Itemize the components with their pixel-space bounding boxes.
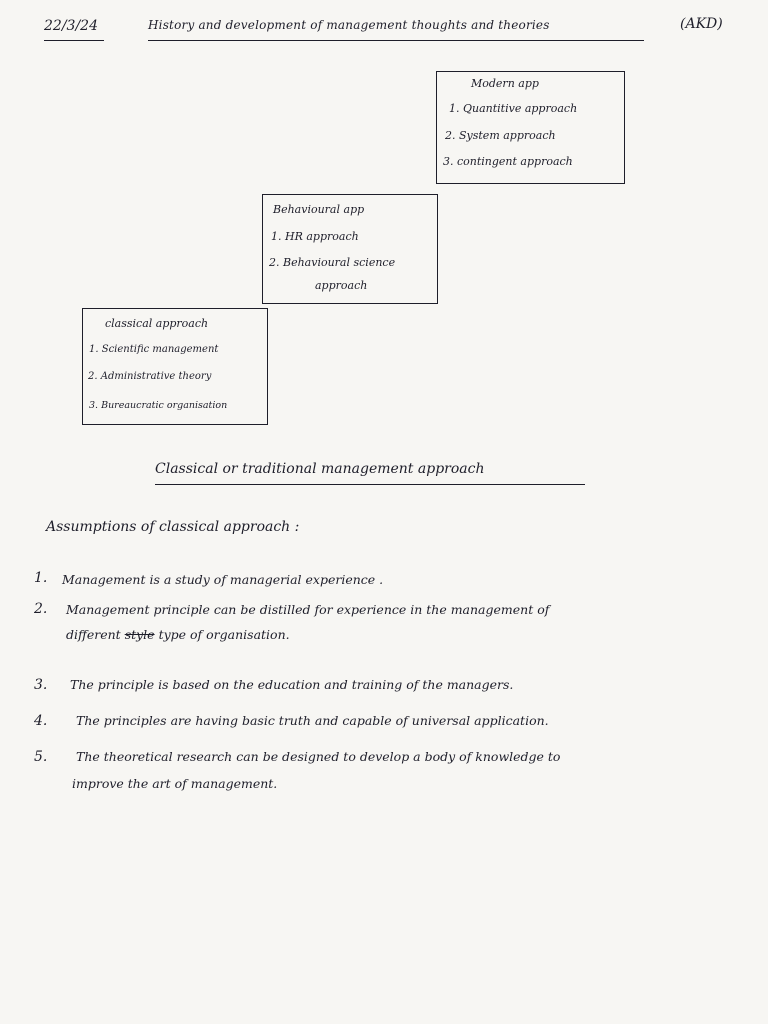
author-tag: (AKD) — [680, 16, 723, 32]
point-2-struck-word: style — [124, 627, 155, 642]
section-title-underline — [155, 484, 585, 485]
modern-item-3: 3. contingent approach — [443, 155, 573, 168]
point-5-text-line-2: improve the art of management. — [72, 776, 278, 791]
assumptions-heading: Assumptions of classical approach : — [46, 519, 300, 535]
behavioural-approach-title: Behavioural app — [273, 203, 365, 216]
behavioural-item-2-cont: approach — [315, 279, 368, 292]
page-title: History and development of management thoughts and theories — [148, 18, 550, 32]
modern-item-2: 2. System approach — [445, 129, 556, 142]
point-3-number: 3. — [34, 677, 48, 693]
point-2-text-line-2 — [66, 627, 290, 642]
section-title: Classical or traditional management approach — [155, 461, 485, 477]
date-underline — [44, 40, 104, 41]
point-4-text: The principles are having basic truth and capable of universal application. — [76, 713, 549, 728]
classical-item-2: 2. Administrative theory — [88, 371, 212, 382]
modern-approach-title: Modern app — [471, 77, 539, 90]
point-5-text-line-1: The theoretical research can be designed to develop a body of knowledge to — [76, 749, 561, 764]
modern-item-1: 1. Quantitive approach — [449, 102, 578, 115]
point-5-number: 5. — [34, 749, 48, 765]
classical-item-1: 1. Scientific management — [89, 344, 219, 355]
classical-approach-title: classical approach — [105, 317, 209, 330]
classical-item-3: 3. Bureaucratic organisation — [89, 400, 228, 411]
point-2-text-line-1: Management principle can be distilled for experience in the management of — [66, 602, 550, 617]
point-2-tail: type of organisation. — [158, 627, 290, 642]
point-4-number: 4. — [34, 713, 48, 729]
classical-approach-box — [82, 308, 268, 425]
point-1-text: Management is a study of managerial experience . — [62, 572, 384, 587]
modern-approach-box — [436, 71, 625, 184]
behavioural-item-1: 1. HR approach — [271, 230, 359, 243]
title-underline — [148, 40, 644, 41]
behavioural-approach-box — [262, 194, 438, 304]
point-2-number: 2. — [34, 601, 48, 617]
note-date: 22/3/24 — [44, 18, 98, 34]
point-3-text: The principle is based on the education and training of the managers. — [70, 677, 514, 692]
point-2-word-different: different — [66, 627, 121, 642]
behavioural-item-2: 2. Behavioural science — [269, 256, 396, 269]
point-1-number: 1. — [34, 570, 48, 586]
